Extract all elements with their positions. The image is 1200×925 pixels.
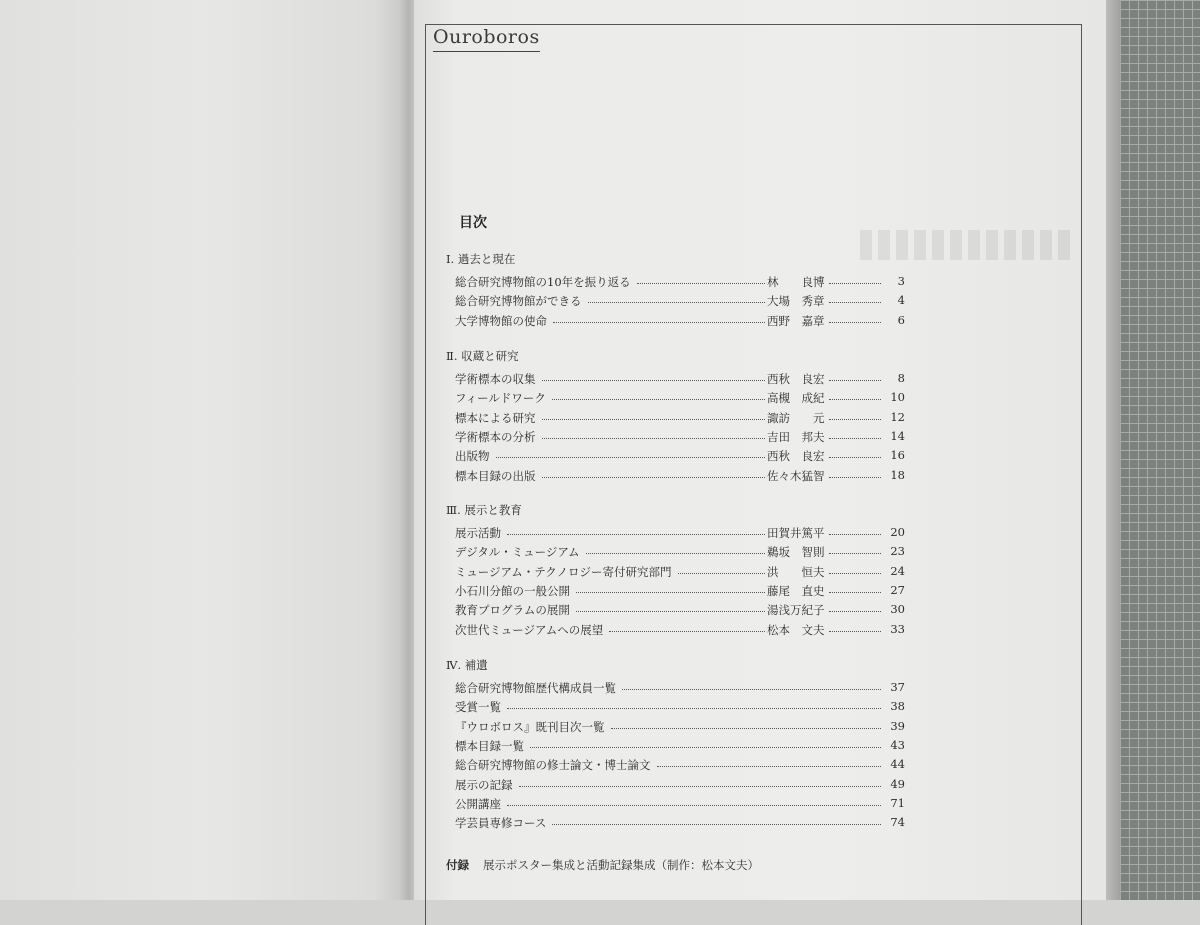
toc-entry — [455, 738, 905, 754]
dot-leader — [507, 534, 765, 535]
section-heading: Ⅲ. 展示と教育 — [446, 503, 522, 517]
dot-leader — [829, 419, 881, 420]
entry-title: 標本目録の出版 — [455, 468, 536, 483]
dot-leader — [829, 631, 881, 632]
dot-leader — [588, 302, 765, 303]
entry-page-number: 12 — [890, 409, 905, 424]
dot-leader — [542, 438, 765, 439]
toc-entry — [455, 583, 905, 599]
entry-author: 高槻 成紀 — [767, 391, 825, 406]
dot-leader — [829, 283, 881, 284]
appendix-label: 付録 — [446, 858, 469, 872]
dot-leader — [829, 553, 881, 554]
entry-author: 西秋 良宏 — [767, 372, 825, 386]
entry-page-number: 37 — [890, 680, 905, 694]
dot-leader — [829, 399, 881, 400]
entry-title: デジタル・ミュージアム — [455, 545, 580, 560]
dot-leader — [507, 805, 881, 806]
entry-author: 湯浅万紀子 — [767, 603, 825, 618]
entry-author: 藤尾 直史 — [767, 583, 825, 598]
dot-leader — [829, 611, 881, 612]
entry-title: 総合研究博物館ができる — [455, 294, 582, 309]
entry-page-number: 4 — [897, 293, 905, 308]
entry-author: 松本 文夫 — [767, 622, 825, 637]
dot-leader — [829, 573, 881, 574]
entry-title: フィールドワーク — [455, 391, 546, 406]
entry-page-number: 33 — [890, 621, 905, 636]
toc-entry — [455, 757, 905, 773]
dot-leader — [552, 399, 765, 400]
entry-author: 大場 秀章 — [767, 294, 825, 309]
dot-leader — [542, 419, 765, 420]
entry-title: 次世代ミュージアムへの展望 — [455, 622, 604, 637]
dot-leader — [611, 728, 881, 729]
entry-title: 展示の記録 — [455, 777, 513, 792]
dot-leader — [496, 457, 765, 458]
dot-leader — [542, 380, 765, 381]
entry-title: 総合研究博物館の10年を振り返る — [455, 275, 631, 289]
toc-entry — [455, 796, 905, 812]
entry-page-number: 8 — [897, 371, 905, 385]
toc-entry — [455, 564, 905, 580]
toc-entry — [455, 815, 905, 831]
entry-page-number: 3 — [897, 274, 905, 288]
dot-leader — [507, 708, 881, 709]
toc-entry — [455, 429, 905, 445]
toc-entry — [455, 448, 905, 464]
entry-title: 『ウロボロス』既刊目次一覧 — [455, 719, 605, 734]
dot-leader — [829, 477, 881, 478]
entry-title: 受賞一覧 — [455, 700, 501, 715]
entry-author: 林 良博 — [767, 275, 825, 289]
entry-title: 公開講座 — [455, 796, 501, 811]
entry-page-number: 71 — [890, 795, 905, 810]
section-heading: Ⅱ. 収蔵と研究 — [446, 349, 519, 363]
entry-page-number: 10 — [890, 390, 905, 405]
entry-page-number: 74 — [890, 815, 905, 830]
entry-title: 学術標本の分析 — [455, 429, 536, 444]
toc-entry — [455, 410, 905, 426]
toc-entry — [455, 777, 905, 793]
entry-page-number: 24 — [890, 563, 905, 578]
entry-page-number: 16 — [890, 448, 905, 463]
toc-entry — [455, 468, 905, 484]
section-heading: Ⅳ. 補遺 — [446, 658, 488, 672]
entry-page-number: 6 — [897, 312, 905, 327]
dot-leader — [829, 380, 881, 381]
toc-entry — [455, 313, 905, 329]
entry-author: 西秋 良宏 — [767, 449, 825, 464]
entry-page-number: 44 — [890, 757, 905, 772]
entry-page-number: 18 — [890, 467, 905, 482]
toc-entry — [455, 680, 905, 696]
entry-title: 標本目録一覧 — [455, 738, 524, 753]
dot-leader — [576, 611, 765, 612]
appendix-text: 展示ポスター集成と活動記録集成（制作：松本文夫） — [483, 858, 759, 872]
toc-entry — [455, 622, 905, 638]
entry-page-number: 49 — [890, 776, 905, 791]
dot-leader — [519, 786, 881, 787]
toc-entry — [455, 274, 905, 290]
journal-title: Ouroboros — [433, 26, 540, 52]
toc-entry — [455, 544, 905, 560]
dot-leader — [678, 573, 765, 574]
cutting-mat — [1120, 0, 1200, 900]
dot-leader — [530, 747, 881, 748]
entry-title: ミュージアム・テクノロジー寄付研究部門 — [455, 564, 672, 579]
dot-leader — [829, 438, 881, 439]
entry-page-number: 38 — [890, 699, 905, 714]
appendix-line — [446, 857, 759, 873]
section-heading: Ⅰ. 過去と現在 — [446, 252, 516, 266]
dot-leader — [552, 824, 881, 825]
show-through-text — [860, 230, 1070, 260]
toc-entry — [455, 371, 905, 387]
toc-entry — [455, 525, 905, 541]
entry-author: 佐々木猛智 — [767, 468, 825, 483]
entry-page-number: 27 — [890, 582, 905, 597]
entry-title: 総合研究博物館歴代構成員一覧 — [455, 681, 616, 695]
toc-entry — [455, 699, 905, 715]
dot-leader — [622, 689, 881, 690]
dot-leader — [576, 592, 765, 593]
dot-leader — [829, 592, 881, 593]
entry-title: 総合研究博物館の修士論文・博士論文 — [455, 758, 651, 773]
dot-leader — [829, 457, 881, 458]
dot-leader — [553, 322, 765, 323]
entry-author: 吉田 邦夫 — [767, 429, 825, 444]
left-page — [0, 0, 408, 900]
dot-leader — [586, 553, 765, 554]
dot-leader — [609, 631, 765, 632]
entry-author: 洪 恒夫 — [767, 564, 825, 579]
dot-leader — [829, 322, 881, 323]
entry-page-number: 30 — [890, 602, 905, 617]
entry-title: 標本による研究 — [455, 410, 536, 425]
entry-title: 学芸員専修コース — [455, 816, 547, 831]
entry-page-number: 43 — [890, 737, 905, 752]
toc-entry — [455, 602, 905, 618]
toc-entry — [455, 390, 905, 406]
entry-title: 教育プログラムの展開 — [455, 603, 570, 618]
toc-entry — [455, 719, 905, 735]
dot-leader — [542, 477, 765, 478]
entry-page-number: 14 — [890, 428, 905, 443]
entry-page-number: 20 — [890, 525, 905, 539]
entry-title: 学術標本の収集 — [455, 372, 536, 386]
entry-page-number: 39 — [890, 718, 905, 733]
entry-author: 鵜坂 智則 — [767, 545, 825, 560]
entry-title: 展示活動 — [455, 526, 501, 540]
toc-title: 目次 — [459, 215, 487, 231]
entry-title: 小石川分館の一般公開 — [455, 583, 570, 598]
entry-author: 田賀井篤平 — [767, 526, 825, 540]
entry-page-number: 23 — [890, 544, 905, 559]
dot-leader — [829, 302, 881, 303]
entry-author: 諏訪 元 — [767, 410, 825, 425]
entry-author: 西野 嘉章 — [767, 313, 825, 328]
dot-leader — [657, 766, 881, 767]
toc-entry — [455, 293, 905, 309]
entry-title: 出版物 — [455, 449, 490, 464]
dot-leader — [637, 283, 765, 284]
entry-title: 大学博物館の使命 — [455, 313, 547, 328]
dot-leader — [829, 534, 881, 535]
